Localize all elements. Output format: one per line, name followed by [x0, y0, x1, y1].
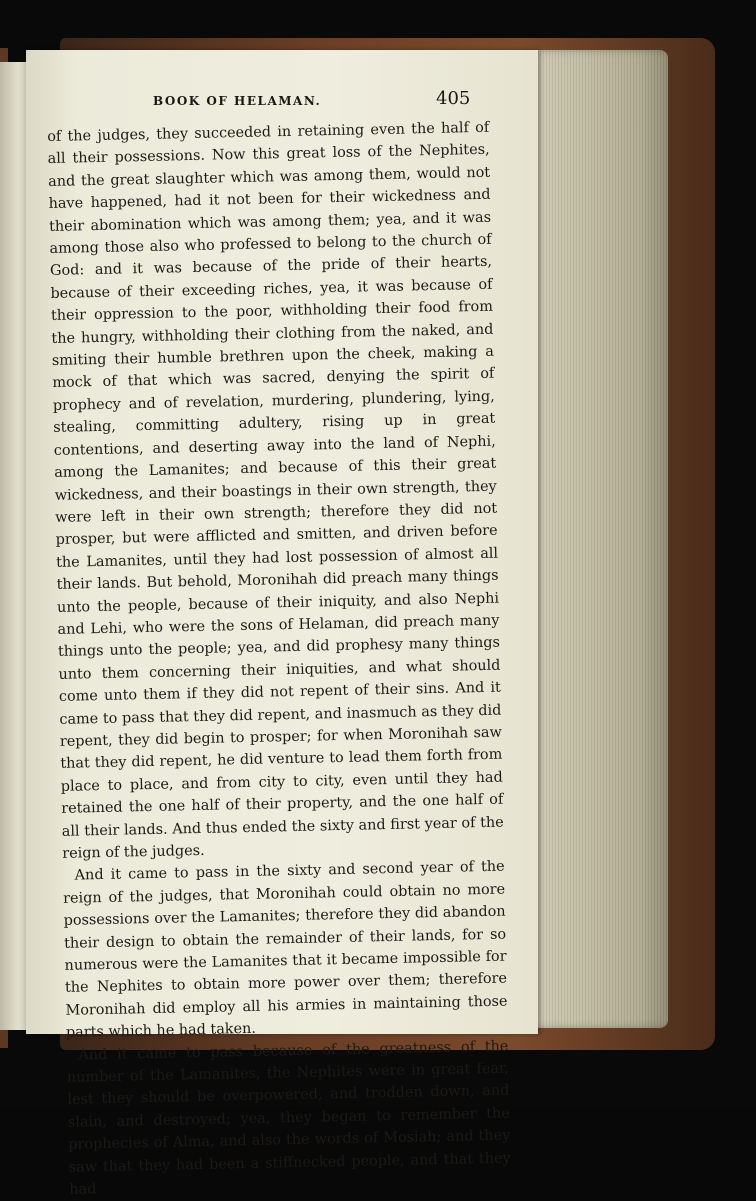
running-title: BOOK OF HELAMAN. [153, 94, 322, 108]
book-page [26, 50, 538, 1198]
paragraph-1: of the judges, they succeeded in retaining even the half of all their possessions. Now this great loss of the Nephites, and the great slaughter which was among them, would not have happened, had it not been for their wickedness and their abomination which was among them; yea, and it was among those also who professed to belong to the church of God: and it was because of the pride of their hearts, because of their exceeding riches, yea, it was because of their oppression to the poor, withholding their food from the hungry, withholding their clothing from the naked, and smiting their humble brethren upon the cheek, making a mock of that which was sacred, denying the spirit of prophecy and of revelation, murdering, plundering, lying, stealing, committing adultery, rising up in great contentions, and deserting away into the land of Nephi, among the Lamanites; and because of this their great wickedness, and their boastings in their own strength, they were left in their own strength; therefore they did not prosper, but were afflicted and smitten, and driven before the Lamanites, until they had lost possession of almost all their lands. But behold, Moronihah did preach many things unto the people, because of their iniquity, and also Nephi and Lehi, who were the sons of Helaman, did preach many things unto the people; yea, and did prophesy many things unto them concerning their iniquities, and what should come unto them if they did not repent of their sins. And it came to pass that they did repent, and inasmuch as they did repent, they did begin to prosper; for when Moronihah saw that they did repent, he did venture to lead them forth from place to place, and from city to city, even until they had retained the one half of their property, and the one half of all their lands. And thus ended the sixty and first year of the reign of the judges. [47, 119, 504, 862]
left-facing-page [0, 62, 28, 1030]
page-header [26, 90, 538, 114]
body-text [47, 117, 511, 1201]
page-fore-edges [528, 50, 668, 1028]
paragraph-3: And it came to pass because of the greatness of the number of the Lamanites, the Nephites were in great fear, lest they should be overpowered, and trodden down, and slain, and destroyed; yea, they began to remember the prophecies of Alma, and also the words of Mosiah; and they saw that they had been a stiffnecked people, and that they had [66, 1038, 511, 1198]
page-number: 405 [436, 88, 471, 109]
paragraph-2: And it came to pass in the sixty and second year of the reign of the judges, that Moronihah could obtain no more possessions over the Lamanites; therefore they did abandon their design to obtain the remainder of their lands, for so numerous were the Lamanites that it became impossible for the Nephites to obtain more power over them; therefore Moronihah did employ all his armies in maintaining those parts which he had taken. [63, 858, 508, 1042]
